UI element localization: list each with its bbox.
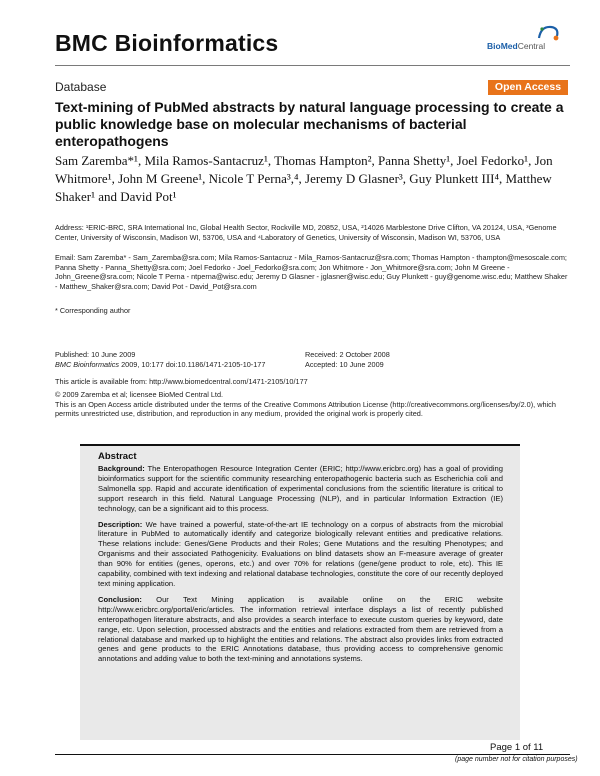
article-url[interactable]: This article is available from: http://www.biomedcentral.com/1471-2105/10/177 <box>55 377 308 386</box>
corresponding-author-note: * Corresponding author <box>55 306 131 315</box>
abstract-body <box>98 464 503 670</box>
abstract-conclusion <box>98 595 503 664</box>
journal-title: BMC Bioinformatics <box>55 30 279 56</box>
author-list: Sam Zaremba*¹, Mila Ramos-Santacruz¹, Thomas Hampton², Panna Shetty¹, Joel Fedorko¹, Jon Whitmore¹, John M Greene¹, Nicole T Perna³,⁴, Jeremy D Glasner³, Guy Plunkett III⁴, Matthew Shaker¹ and David Pot¹ <box>55 153 553 204</box>
abstract-background <box>98 464 503 514</box>
abstract-heading: Abstract <box>98 451 137 462</box>
received-accepted <box>305 350 390 369</box>
license-text: This is an Open Access article distributed under the terms of the Creative Commons Attribution License (http://creativecommons.org/licenses/by/2.0), which permits unrestricted use, distribution, and reproduction in any medium, provided the original work is properly cited. <box>55 399 556 418</box>
page-number-note: (page number not for citation purposes) <box>455 756 578 763</box>
description-label: Description: <box>98 519 143 529</box>
citation-journal: BMC Bioinformatics <box>55 359 120 369</box>
article-title: Text-mining of PubMed abstracts by natural language processing to create a public knowledge base on molecular mechanisms of bacterial enteropathogens <box>55 99 564 149</box>
section-label: Database <box>55 80 107 94</box>
logo-text-central: Central <box>517 41 546 51</box>
logo-mark-icon <box>487 24 567 42</box>
copyright-block <box>55 390 570 419</box>
citation-details: 2009, 10:177 doi:10.1186/1471-2105-10-177 <box>119 359 266 369</box>
description-text: We have trained a powerful, state-of-the-art IE technology on a corpus of abstracts from the microbial literature in PubMed to automatically identify and categorize biologically relevant entities and predicative relations. These relations include: Genes/Gene Products and their Roles; Gene Mutations and the resulting Phenotypes; and Organisms and their associated Pathogenicity. Evaluations on blind datasets show an F-measure average of greater than 90% for entities (genes, operons, etc.) and over 70% for relations (gene/gene product to role, etc). This IE capability, combined with text indexing and relational database technologies, constitute the core of our recently deployed text mining application. <box>98 519 503 588</box>
conclusion-label: Conclusion: <box>98 594 142 604</box>
accepted-date: Accepted: 10 June 2009 <box>305 359 384 369</box>
conclusion-text: Our Text Mining application is available online on the ERIC website http://www.ericbrc.org/portal/eric/articles. The information retrieval interface displays a list of recently published enteropathogen literature abstracts, and also provides a search interface to execute custom queries by keyword, date range, etc. Upon selection, processed abstracts and the entities and relations extracted from them are retrieved from a relational database and marked up to highlight the entities and relations. The abstract also provides links from extracted genes and gene products to the ERIC Annotations database, thus providing access to comprehensive genomic annotations and adding value to both the text-mining and annotations systems. <box>98 594 503 664</box>
email-list: Email: Sam Zaremba* - Sam_Zaremba@sra.com; Mila Ramos-Santacruz - Mila_Ramos-Santacruz@sra.com; Thomas Hampton - thampton@mesoscale.com; Panna Shetty - Panna_Shetty@sra.com; Joel Fedorko - Joel_Fedorko@sra.com; Jon Whitmore - Jon_Whitmore@sra.com; John M Greene - John_Greene@sra.com; Nicole T Perna - ntperna@wisc.edu; Jeremy D Glasner - jglasner@wisc.edu; Guy Plunkett - guy@genome.wisc.edu; Matthew Shaker - Matthew_Shaker@sra.com; David Pot - David_Pot@sra.com <box>55 253 568 291</box>
background-label: Background: <box>98 464 145 473</box>
published-date: Published: 10 June 2009 <box>55 350 136 359</box>
publication-info <box>55 350 265 369</box>
logo-text-biomed: BioMed <box>487 41 518 51</box>
citation <box>55 360 265 370</box>
biomed-central-logo <box>487 24 567 54</box>
open-access-badge: Open Access <box>488 80 568 95</box>
copyright: © 2009 Zaremba et al; licensee BioMed Central Ltd. <box>55 390 224 399</box>
header-rule <box>55 65 570 66</box>
footer-rule <box>55 754 570 755</box>
abstract-description <box>98 520 503 589</box>
background-text: The Enteropathogen Resource Integration Center (ERIC; http://www.ericbrc.org) has a goal of providing bioinformatics support for the scientific community researching enteropathogenic bacteria such as Escherichia coli and Salmonella spp. Rapid and accurate identification of experimental conclusions from the scientific literature is critical to support research in this field. Natural Language Processing (NLP), and in particular Information Extraction (IE) technology, can be a significant aid to this process. <box>98 464 503 513</box>
page-number: Page 1 of 11 <box>490 742 544 753</box>
received-date: Received: 2 October 2008 <box>305 350 390 359</box>
affiliations: Address: ¹ERIC-BRC, SRA International Inc, Global Health Sector, Rockville MD, 20852, USA, ²14026 Marblestone Drive Clifton, VA 20124, USA, ³Genome Center, University of Wisconsin, Madison WI, 53706, USA and ⁴Laboratory of Genetics, University of Wisconsin, Madison WI, 53706, USA <box>55 223 557 242</box>
